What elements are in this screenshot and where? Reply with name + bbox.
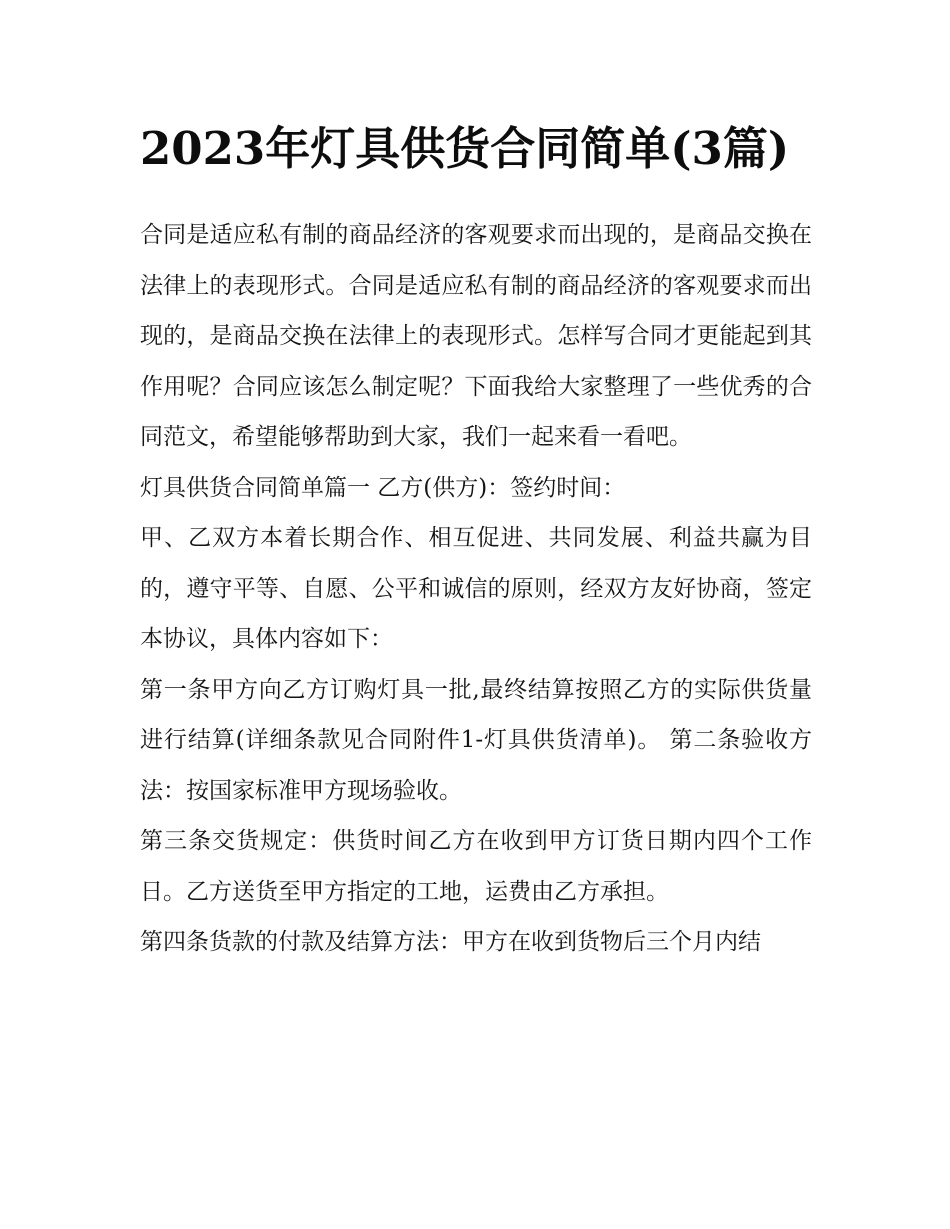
- paragraph-article-4: 第四条货款的付款及结算方法：甲方在收到货物后三个月内结: [140, 929, 761, 955]
- paragraph-preamble: 甲、乙双方本着长期合作、相互促进、共同发展、利益共赢为目的，遵守平等、自愿、公平和诚信的原则，经双方友好协商，签定本协议，具体内容如下：: [140, 525, 812, 652]
- paragraph-article-1-2: 第一条甲方向乙方订购灯具一批,最终结算按照乙方的实际供货量进行结算(详细条款见合同附件1-灯具供货清单)。 第二条验收方法：按国家标准甲方现场验收。: [140, 676, 812, 804]
- document-body: [140, 112, 812, 968]
- paragraph-article-3: 第三条交货规定：供货时间乙方在收到甲方订货日期内四个工作日。乙方送货至甲方指定的工地，运费由乙方承担。: [140, 828, 812, 905]
- paragraph-section-heading: 灯具供货合同简单篇一 乙方(供方)：签约时间：: [140, 474, 626, 501]
- paragraph-intro: 合同是适应私有制的商品经济的客观要求而出现的，是商品交换在法律上的表现形式。合同是适应私有制的商品经济的客观要求而出现的，是商品交换在法律上的表现形式。怎样写合同才更能起到其作用呢？合同应该怎么制定呢？下面我给大家整理了一些优秀的合同范文，希望能够帮助到大家，我们一起来看一看吧。: [140, 222, 812, 450]
- document-title: 2023年灯具供货合同简单(3篇): [140, 122, 790, 175]
